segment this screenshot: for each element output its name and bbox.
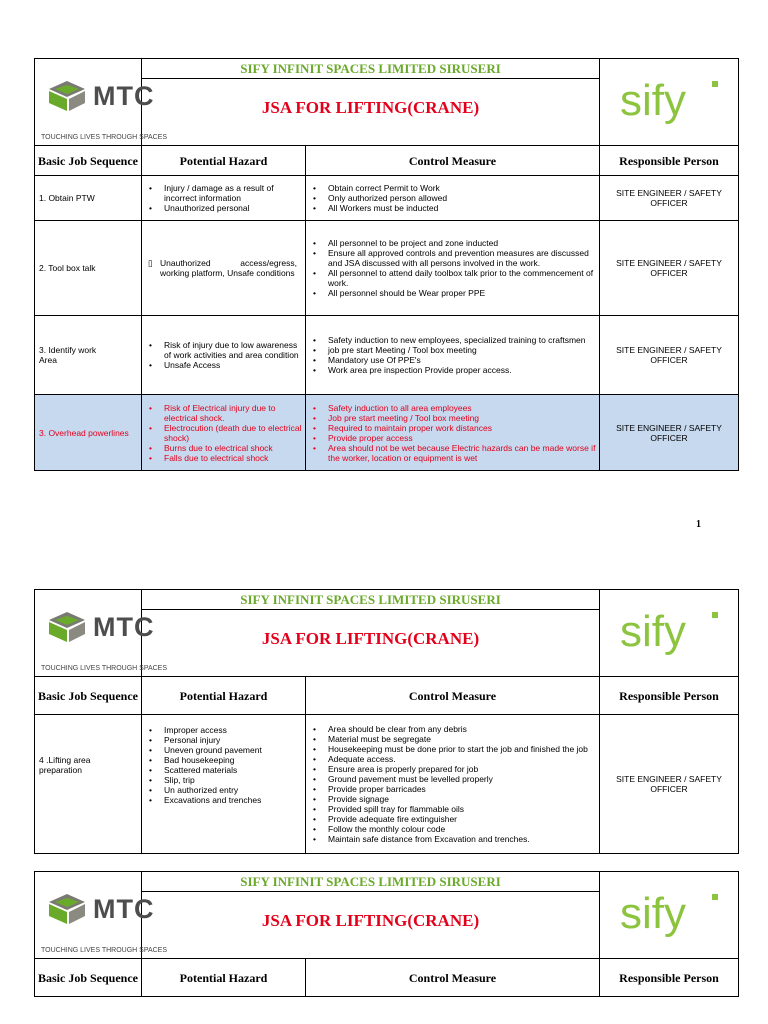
bullet-list [306,335,599,375]
mtc-tagline: TOUCHING LIVES THROUGH SPACES [41,947,168,954]
bullet-list [142,725,305,805]
step-cell: 2. Tool box talk [35,221,142,316]
responsible-cell: SITE ENGINEER / SAFETY OFFICER [600,395,739,471]
company-name: SIFY INFINIT SPACES LIMITED SIRUSERI [142,59,599,79]
list-item: • Improper access [164,725,305,735]
checkbox-glyph-icon: ▯ [148,258,153,268]
bullet-list [306,238,599,298]
bullet-list [306,183,599,213]
list-item: • Provide adequate fire extinguisher [328,814,599,824]
mtc-cube-icon [47,610,87,644]
list-item: • Follow the monthly colour code [328,824,599,834]
mtc-tagline: TOUCHING LIVES THROUGH SPACES [41,665,168,672]
mtc-logo [35,59,168,146]
col-head-hazard: Potential Hazard [142,959,306,997]
step-text: 4 .Lifting area preparation [39,755,91,775]
list-item: • Safety induction to all area employees [328,403,599,413]
control-cell [306,176,600,221]
sify-logo-icon [614,888,724,938]
list-item: • Ensure all approved controls and prevention measures are discussed and JSA discussed with all persons involved in the work. [328,248,599,268]
hazard-text: Unauthorized access/egress, working platform, Unsafe conditions [160,258,297,278]
list-item: • Provide proper access [328,433,599,443]
list-item: • Obtain correct Permit to Work [328,183,599,193]
col-head-control: Control Measure [306,146,600,176]
title-cell [142,872,600,959]
list-item: • Mandatory use Of PPE's [328,355,599,365]
page-number: 1 [696,519,701,530]
list-item: • All personnel to attend daily toolbox talk prior to the commencement of work. [328,268,599,288]
list-item: • Injury / damage as a result of incorrect information [164,183,305,203]
title-cell [142,590,600,677]
list-item: • All Workers must be inducted [328,203,599,213]
list-item: • Risk of Electrical injury due to electrical shock. [164,403,305,423]
list-item: • Unauthorized personal [164,203,305,213]
bullet-list [142,183,305,213]
list-item: • Burns due to electrical shock [164,443,305,453]
bullet-list [142,403,305,463]
control-cell [306,715,600,854]
document-title: JSA FOR LIFTING(CRANE) [261,98,480,117]
responsible-cell: SITE ENGINEER / SAFETY OFFICER [600,176,739,221]
list-item: • All personnel to be project and zone inducted [328,238,599,248]
list-item: • Ensure area is properly prepared for job [328,764,599,774]
svg-text:sify: sify [620,888,686,938]
sify-logo-icon [614,75,724,125]
list-item: • Ground pavement must be levelled properly [328,774,599,784]
document-title: JSA FOR LIFTING(CRANE) [261,629,480,648]
responsible-cell: SITE ENGINEER / SAFETY OFFICER [600,221,739,316]
hazard-cell [142,221,306,316]
list-item: • Electrocution (death due to electrical shock) [164,423,305,443]
bullet-list [142,340,305,370]
hazard-cell [142,316,306,395]
sify-logo [600,59,739,146]
list-item: • Unsafe Access [164,360,305,370]
list-item: • Safety induction to new employees, specialized training to craftsmen [328,335,599,345]
list-item: • Scattered materials [164,765,305,775]
control-cell [306,316,600,395]
col-head-control: Control Measure [306,677,600,715]
list-item: • Falls due to electrical shock [164,453,305,463]
list-item: • Area should not be wet because Electric hazards can be made worse if the worker, location or equipment is wet [328,443,599,463]
hazard-cell [142,715,306,854]
col-head-hazard: Potential Hazard [142,677,306,715]
responsible-cell: SITE ENGINEER / SAFETY OFFICER [600,715,739,854]
control-cell [306,395,600,471]
list-item: • Work area pre inspection Provide proper access. [328,365,599,375]
col-head-responsible: Responsible Person [600,959,739,997]
list-item: • Required to maintain proper work distances [328,423,599,433]
list-item: • Area should be clear from any debris [328,724,599,734]
hazard-cell [142,176,306,221]
step-cell: 1. Obtain PTW [35,176,142,221]
list-item: • Provided spill tray for flammable oils [328,804,599,814]
svg-text:sify: sify [620,75,686,125]
list-item: • Housekeeping must be done prior to start the job and finished the job [328,744,599,754]
mtc-wordmark: MTC [93,894,155,924]
responsible-cell: SITE ENGINEER / SAFETY OFFICER [600,316,739,395]
mtc-logo [35,872,168,959]
list-item: • Material must be segregate [328,734,599,744]
list-item: • Bad housekeeping [164,755,305,765]
mtc-wordmark: MTC [93,81,155,111]
list-item: • Provide proper barricades [328,784,599,794]
bullet-list [306,403,599,463]
svg-text:sify: sify [620,606,686,656]
col-head-hazard: Potential Hazard [142,146,306,176]
list-item: • Slip, trip [164,775,305,785]
step-cell [35,715,142,854]
list-item: • job pre start Meeting / Tool box meeting [328,345,599,355]
col-head-step: Basic Job Sequence [35,677,142,715]
list-item: • Provide signage [328,794,599,804]
list-item: • Risk of injury due to low awareness of work activities and area condition [164,340,305,360]
hazard-cell [142,395,306,471]
list-item: • Excavations and trenches [164,795,305,805]
jsa-table-page-2 [34,589,738,854]
list-item: • All personnel should be Wear proper PPE [328,288,599,298]
step-cell [35,316,142,395]
mtc-wordmark: MTC [93,612,155,642]
col-head-step: Basic Job Sequence [35,146,142,176]
list-item: • Personal injury [164,735,305,745]
mtc-tagline: TOUCHING LIVES THROUGH SPACES [41,134,168,141]
title-cell [142,59,600,146]
sify-logo-icon [614,606,724,656]
mtc-cube-icon [47,892,87,926]
list-item: • Adequate access. [328,754,599,764]
sify-logo [600,590,739,677]
col-head-control: Control Measure [306,959,600,997]
col-head-step: Basic Job Sequence [35,959,142,997]
col-head-responsible: Responsible Person [600,677,739,715]
list-item: • Uneven ground pavement [164,745,305,755]
step-text: 3. Identify work Area [39,345,97,365]
bullet-list [306,724,599,844]
document-title: JSA FOR LIFTING(CRANE) [261,911,480,930]
col-head-responsible: Responsible Person [600,146,739,176]
jsa-table-page-3 [34,871,738,997]
mtc-logo [35,590,168,677]
company-name: SIFY INFINIT SPACES LIMITED SIRUSERI [142,872,599,892]
company-name: SIFY INFINIT SPACES LIMITED SIRUSERI [142,590,599,610]
list-item: • Only authorized person allowed [328,193,599,203]
step-cell: 3. Overhead powerlines [35,395,142,471]
sify-logo [600,872,739,959]
list-item: • Job pre start meeting / Tool box meeting [328,413,599,423]
list-item: • Un authorized entry [164,785,305,795]
jsa-table-page-1 [34,58,738,471]
list-item: • Maintain safe distance from Excavation and trenches. [328,834,599,844]
control-cell [306,221,600,316]
mtc-cube-icon [47,79,87,113]
